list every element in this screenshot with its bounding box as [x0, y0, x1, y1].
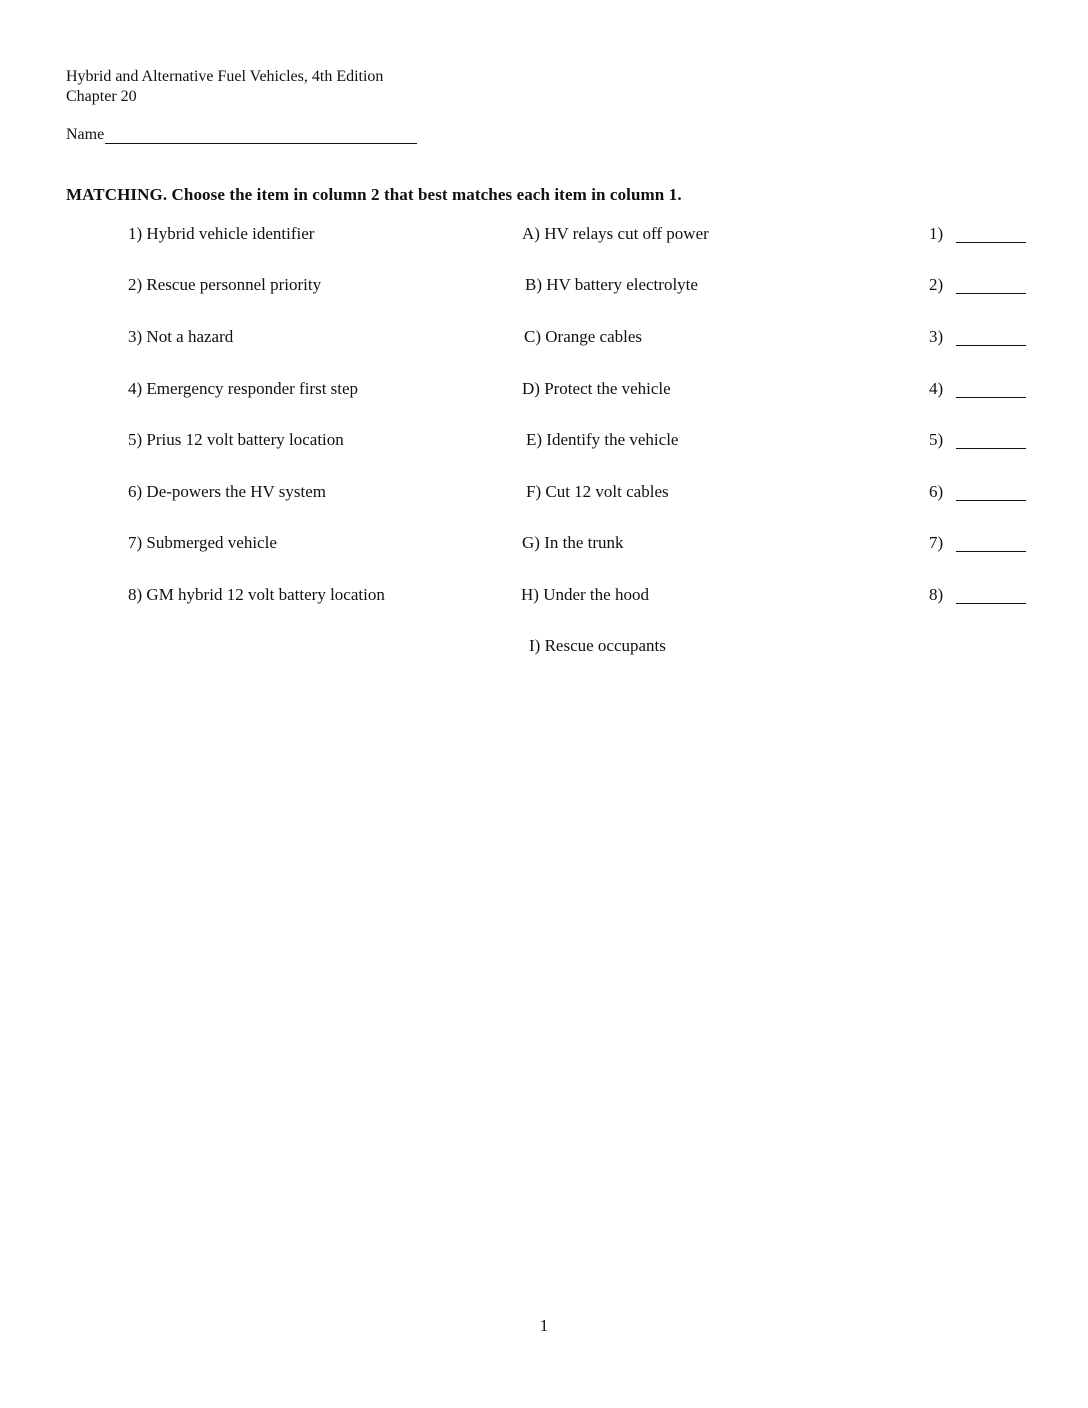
answer-number: 5) — [929, 430, 944, 449]
matching-row — [0, 428, 1088, 452]
column2-item: A) HV relays cut off power — [522, 224, 709, 243]
answer-number: 6) — [929, 482, 944, 501]
matching-row — [0, 531, 1088, 555]
answer-number: 8) — [929, 585, 944, 604]
column2-item: G) In the trunk — [522, 533, 624, 552]
column1-item: 1) Hybrid vehicle identifier — [128, 224, 315, 243]
answer-blank[interactable] — [956, 293, 1026, 294]
answer-number: 1) — [929, 224, 944, 243]
column2-item: I) Rescue occupants — [529, 636, 666, 655]
matching-row — [0, 377, 1088, 401]
column1-item: 5) Prius 12 volt battery location — [128, 430, 344, 449]
answer-number: 4) — [929, 379, 944, 398]
answer-number: 7) — [929, 533, 944, 552]
book-title: Hybrid and Alternative Fuel Vehicles, 4th Edition — [66, 68, 384, 85]
matching-instructions: MATCHING. Choose the item in column 2 that best matches each item in column 1. — [66, 185, 682, 204]
column1-item: 7) Submerged vehicle — [128, 533, 277, 552]
answer-blank[interactable] — [956, 345, 1026, 346]
answer-blank[interactable] — [956, 448, 1026, 449]
name-label: Name — [66, 126, 105, 143]
column2-item: C) Orange cables — [524, 327, 643, 346]
column2-item: F) Cut 12 volt cables — [526, 482, 669, 501]
column1-item: 4) Emergency responder first step — [128, 379, 359, 398]
answer-blank[interactable] — [956, 551, 1026, 552]
column1-item: 2) Rescue personnel priority — [128, 275, 322, 294]
answer-number: 2) — [929, 275, 944, 294]
column1-item: 8) GM hybrid 12 volt battery location — [128, 585, 385, 604]
chapter-label: Chapter 20 — [66, 88, 137, 105]
answer-blank[interactable] — [956, 242, 1026, 243]
matching-row — [0, 583, 1088, 607]
answer-number: 3) — [929, 327, 944, 346]
answer-blank[interactable] — [956, 603, 1026, 604]
column2-item: E) Identify the vehicle — [526, 430, 679, 449]
matching-row — [0, 273, 1088, 297]
matching-section — [0, 0, 1088, 700]
matching-row — [0, 480, 1088, 504]
column1-item: 3) Not a hazard — [128, 327, 234, 346]
page-number: 1 — [539, 1316, 549, 1335]
answer-blank[interactable] — [956, 397, 1026, 398]
matching-row — [0, 634, 1088, 658]
matching-row — [0, 222, 1088, 246]
column1-item: 6) De-powers the HV system — [128, 482, 326, 501]
matching-row — [0, 325, 1088, 349]
column2-item: B) HV battery electrolyte — [525, 275, 698, 294]
column2-item: H) Under the hood — [521, 585, 649, 604]
answer-blank[interactable] — [956, 500, 1026, 501]
column2-item: D) Protect the vehicle — [522, 379, 671, 398]
